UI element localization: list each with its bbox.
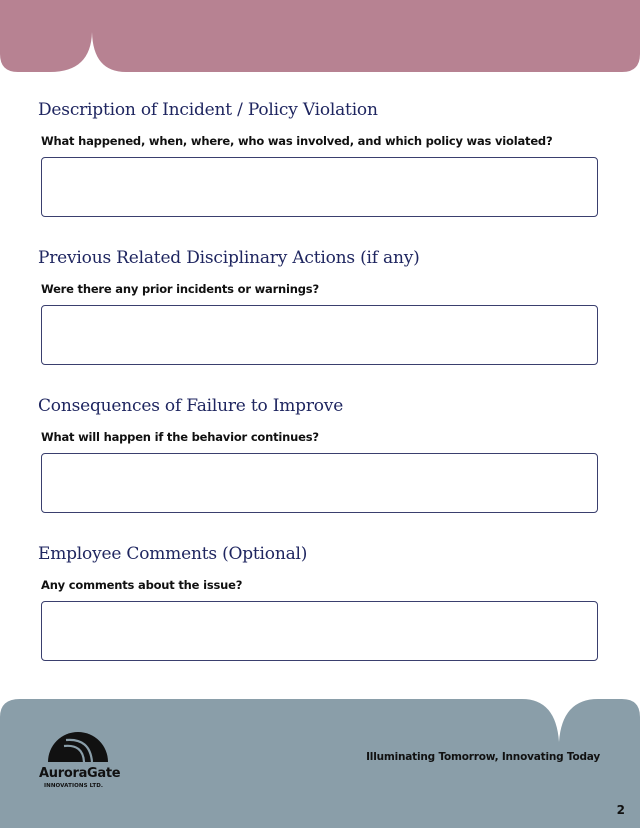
section-consequences	[38, 396, 600, 513]
company-tagline: Illuminating Tomorrow, Innovating Today	[366, 751, 600, 763]
section-title: Previous Related Disciplinary Actions (if any)	[38, 248, 420, 268]
company-subtitle: INNOVATIONS LTD.	[44, 783, 104, 789]
page-number: 2	[616, 803, 625, 817]
section-employee-comments	[38, 544, 600, 661]
section-previous-actions	[38, 248, 600, 365]
previous-actions-field[interactable]	[41, 305, 598, 365]
section-title: Consequences of Failure to Improve	[38, 396, 344, 416]
section-question: Were there any prior incidents or warnings?	[41, 282, 319, 296]
employee-comments-field[interactable]	[41, 601, 598, 661]
section-question: What will happen if the behavior continues?	[41, 430, 319, 444]
header-decorative-band	[0, 0, 640, 72]
company-name: AuroraGate	[39, 766, 121, 781]
consequences-field[interactable]	[41, 453, 598, 513]
arch-logo-icon	[46, 728, 110, 764]
section-incident-description	[38, 100, 600, 217]
section-question: Any comments about the issue?	[41, 578, 243, 592]
section-title: Description of Incident / Policy Violation	[38, 100, 378, 120]
incident-description-field[interactable]	[41, 157, 598, 217]
section-title: Employee Comments (Optional)	[38, 544, 308, 564]
section-question: What happened, when, where, who was involved, and which policy was violated?	[41, 134, 553, 148]
